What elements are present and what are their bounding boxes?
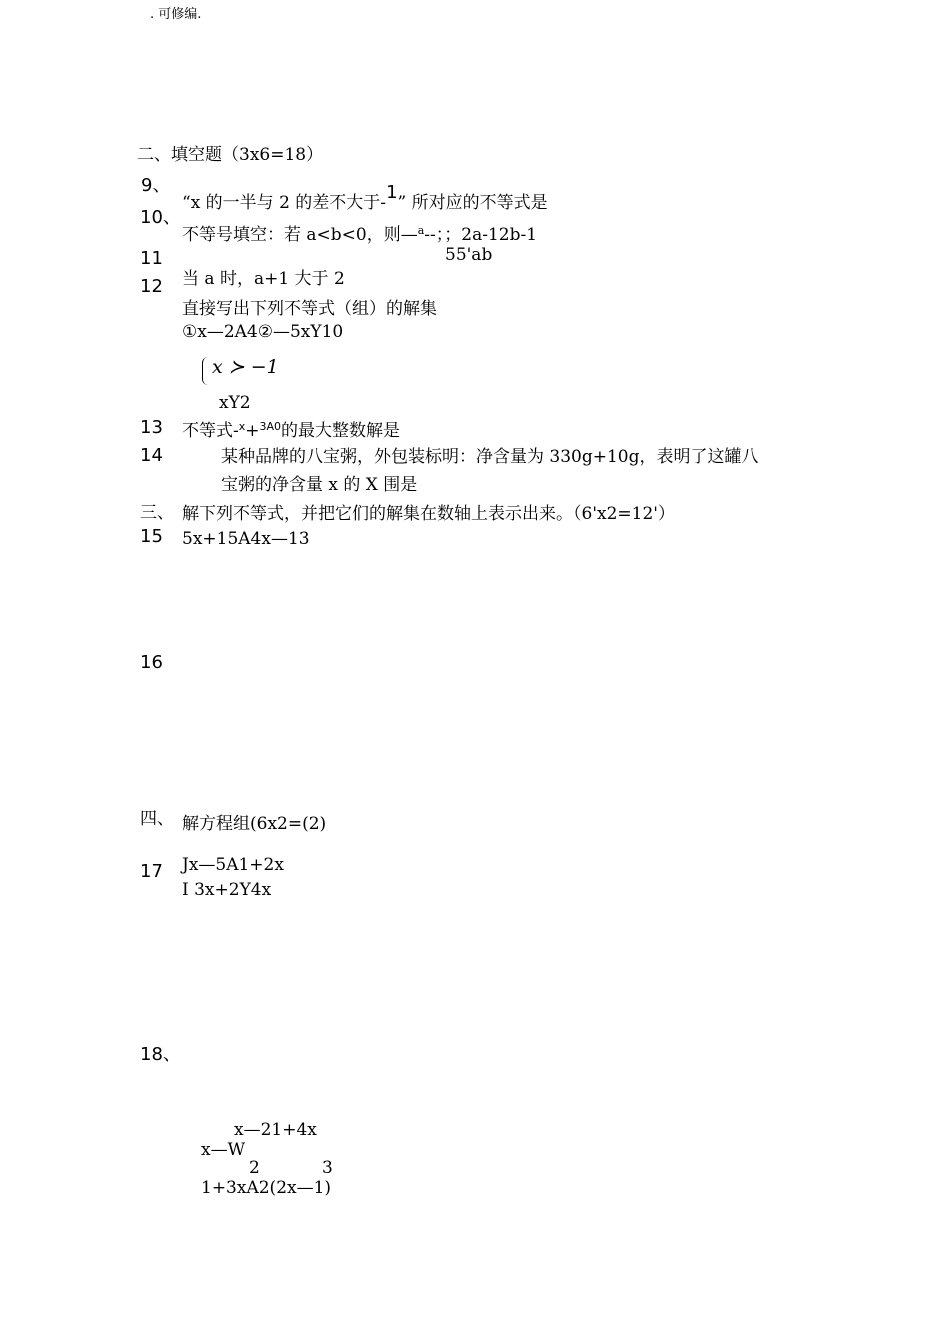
q9-text-a: “x 的一半与 2 的差不大于-: [182, 193, 387, 213]
q14-line1: 某种品牌的八宝粥，外包装标明：净含量为 330g+10g，表明了这罐八: [221, 447, 759, 467]
section4-heading: 解方程组(6x2=(2): [182, 814, 327, 834]
q10-sup: a: [417, 224, 425, 237]
q17-number: 17: [140, 861, 163, 882]
section2-heading: 二、填空题（3x6=18）: [137, 145, 324, 165]
q14-number: 14: [140, 445, 163, 466]
q14-line2: 宝粥的净含量 x 的 X 围是: [221, 475, 418, 495]
q13-number: 13: [140, 417, 163, 438]
q15-text: 5x+15A4x—13: [182, 529, 310, 549]
q13-text: [182, 421, 400, 441]
system-brace: [202, 357, 209, 385]
q18-line4: 1+3xA2(2x—1): [201, 1178, 332, 1198]
q13-text-a: 不等式-: [182, 421, 239, 441]
q9-number: 9、: [141, 175, 171, 196]
section3-number: 三、: [140, 503, 174, 523]
q17-line1: Jx—5A1+2x: [182, 855, 284, 875]
q18-line1: x—21+4x: [234, 1120, 317, 1140]
q18-denominator-3: 3: [322, 1158, 333, 1178]
q9-fraction-top: 1: [386, 182, 398, 203]
q12-system-line1: x ≻ −1: [212, 356, 279, 378]
q10-text-b: --；；2a-12b-1: [424, 225, 538, 245]
q15-number: 15: [140, 526, 163, 547]
q10-text: [182, 225, 537, 245]
q12-line1: ①x—2A4②—5xY10: [182, 322, 344, 342]
q18-denominator-2: 2: [249, 1158, 260, 1178]
header-note: . 可修编.: [150, 7, 202, 22]
q13-text-c: 的最大整数解是: [281, 421, 401, 441]
q13-sup2: 3A0: [259, 420, 282, 433]
q18-line2: x—W: [201, 1140, 246, 1160]
q10-text-a: 不等号填空：若 a<b<0，则—: [182, 225, 418, 245]
q10-sub: 55'ab: [445, 245, 493, 265]
q9-text: [182, 183, 548, 213]
section4-number: 四、: [140, 809, 174, 829]
q13-sup1: x: [238, 420, 246, 433]
q11-text: 当 a 时，a+1 大于 2: [182, 269, 345, 289]
q10-number: 10、: [140, 207, 181, 228]
q12-text: 直接写出下列不等式（组）的解集: [182, 299, 437, 319]
q12-system-line2: xY2: [219, 394, 251, 408]
q18-number: 18、: [140, 1044, 181, 1065]
q12-number: 12: [140, 276, 163, 297]
q16-number: 16: [140, 652, 163, 673]
section3-heading: 解下列不等式，并把它们的解集在数轴上表示出来。（6'x2=12'）: [182, 504, 675, 524]
q9-text-b: ” 所对应的不等式是: [397, 193, 548, 213]
q13-text-b: +: [245, 421, 260, 441]
q17-line2: I 3x+2Y4x: [182, 880, 272, 900]
q11-number: 11: [140, 248, 163, 269]
